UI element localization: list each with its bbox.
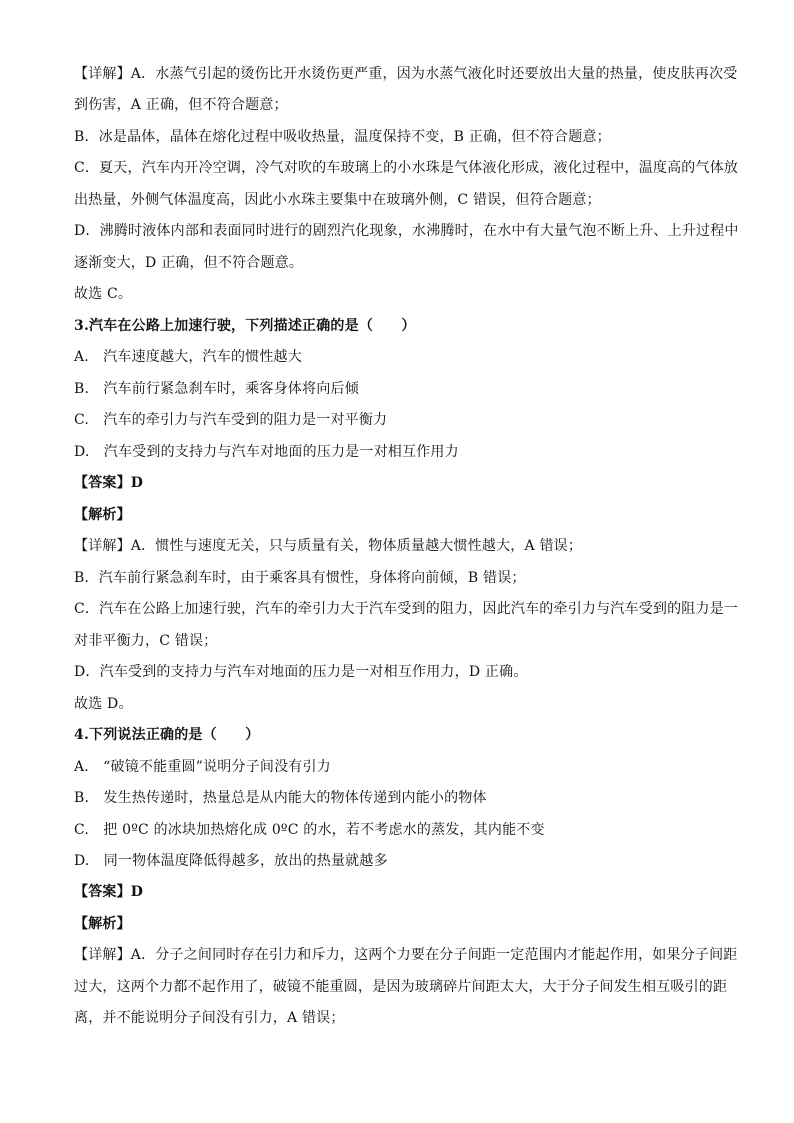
analysis-line: 过大，这两个力都不起作用了，破镜不能重圆，是因为玻璃碎片间距太大，大于分子间发生相互吸引的距 — [74, 979, 728, 995]
analysis-line: 逐渐变大，D 正确，但不符合题意。 — [74, 255, 304, 271]
conclusion-line: 故选 D。 — [74, 696, 133, 712]
question-4-answer: 【答案】D — [74, 884, 144, 900]
question-3-answer: 【答案】D — [74, 475, 144, 491]
analysis-line: B．冰是晶体，晶体在熔化过程中吸收热量，温度保持不变，B 正确，但不符合题意； — [74, 129, 611, 145]
question-3-option-a: A. 汽车速度越大，汽车的惯性越大 — [74, 349, 302, 365]
analysis-line: D．沸腾时液体内部和表面同时进行的剧烈汽化现象，水沸腾时，在水中有大量气泡不断上升、上升过程中 — [74, 223, 739, 239]
analysis-line: C．夏天，汽车内开冷空调，冷气对吹的车玻璃上的小水珠是气体液化形成，液化过程中，温度高的气体放 — [74, 160, 739, 176]
analysis-line: B．汽车前行紧急刹车时，由于乘客具有惯性，身体将向前倾，B 错误； — [74, 570, 526, 586]
question-4-option-a: A. “破镜不能重圆”说明分子间没有引力 — [74, 759, 331, 775]
analysis-line: D．汽车受到的支持力与汽车对地面的压力是一对相互作用力，D 正确。 — [74, 664, 528, 680]
question-3-option-d: D. 汽车受到的支持力与汽车对地面的压力是一对相互作用力 — [74, 444, 459, 460]
question-3-analysis-heading: 【解析】 — [74, 507, 131, 523]
question-3-option-c: C. 汽车的牵引力与汽车受到的阻力是一对平衡力 — [74, 412, 388, 428]
analysis-line: 到伤害，A 正确，但不符合题意； — [74, 97, 288, 113]
question-3-option-b: B. 汽车前行紧急刹车时，乘客身体将向后倾 — [74, 381, 359, 397]
question-3-stem: 3.汽车在公路上加速行驶，下列描述正确的是（ ） — [74, 318, 416, 334]
analysis-line: 出热量，外侧气体温度高，因此小水珠主要集中在玻璃外侧，C 错误，但符合题意； — [74, 192, 601, 208]
question-4-option-b: B. 发生热传递时，热量总是从内能大的物体传递到内能小的物体 — [74, 790, 487, 806]
question-4-stem: 4.下列说法正确的是（ ） — [74, 727, 260, 743]
conclusion-line: 故选 C。 — [74, 286, 133, 302]
analysis-line: 【详解】A．分子之间同时存在引力和斥力，这两个力要在分子间距一定范围内才能起作用，如果分子间距 — [74, 947, 738, 963]
analysis-line: 离，并不能说明分子间没有引力，A 错误； — [74, 1010, 345, 1026]
question-4-option-d: D. 同一物体温度降低得越多，放出的热量就越多 — [74, 853, 388, 869]
analysis-line: 【详解】A．惯性与速度无关，只与质量有关，物体质量越大惯性越大，A 错误； — [74, 538, 583, 554]
analysis-line: C．汽车在公路上加速行驶，汽车的牵引力大于汽车受到的阻力，因此汽车的牵引力与汽车受到的阻力是一 — [74, 601, 739, 617]
analysis-line: 【详解】A．水蒸气引起的烫伤比开水烫伤更严重，因为水蒸气液化时还要放出大量的热量，使皮肤再次受 — [74, 66, 738, 82]
question-4-option-c: C. 把 0ºC 的冰块加热熔化成 0ºC 的水，若不考虑水的蒸发，其内能不变 — [74, 822, 545, 838]
analysis-line: 对非平衡力，C 错误； — [74, 633, 218, 649]
question-4-analysis-heading: 【解析】 — [74, 916, 131, 932]
